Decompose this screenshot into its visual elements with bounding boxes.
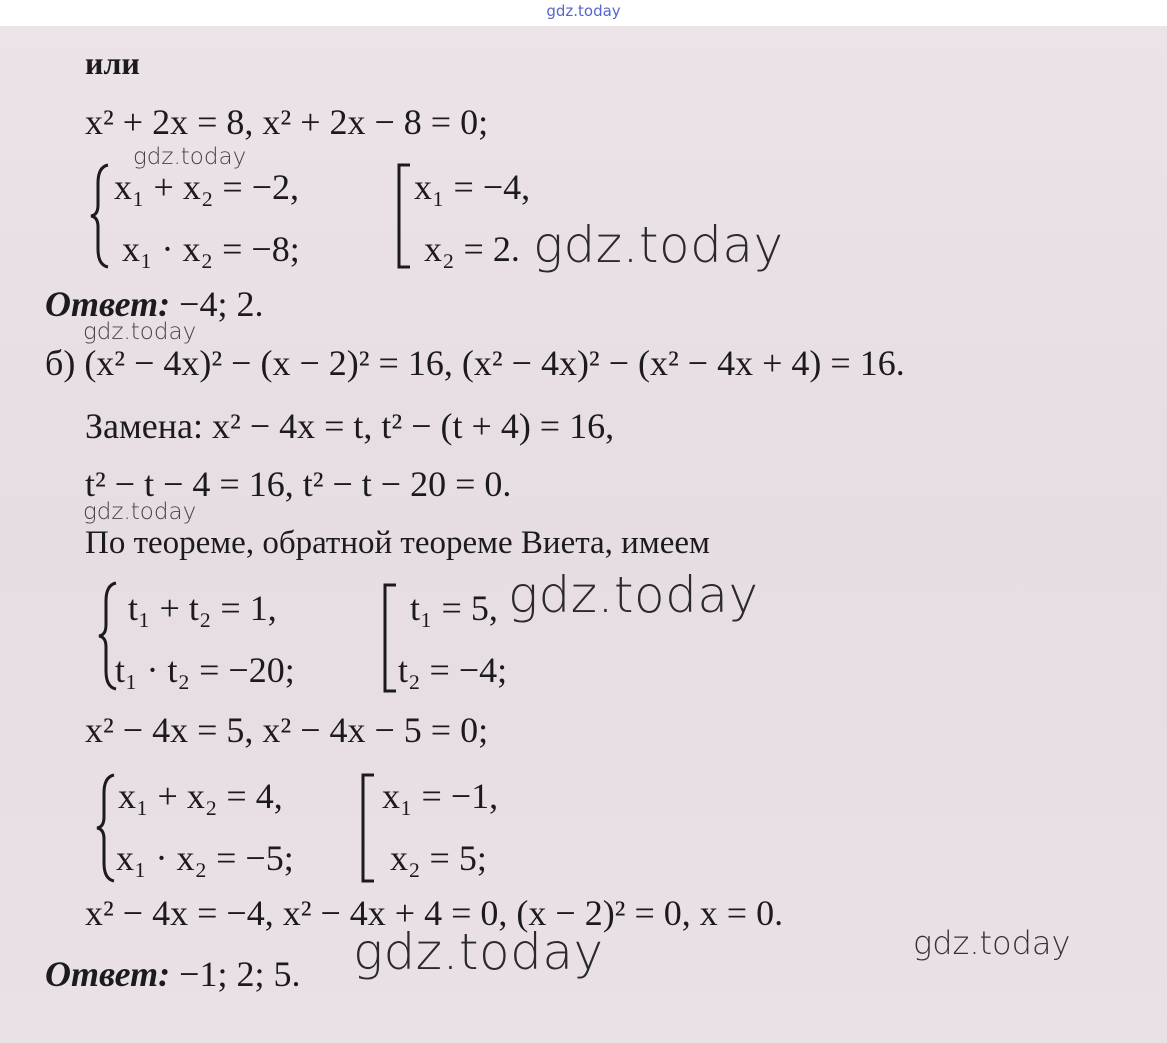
vieta-text-content: По теореме, обратной теореме Виета, имеем	[85, 525, 710, 561]
sys3-left-1-text: x₁ + x₂ = 4,	[118, 776, 283, 816]
equation-2-text: x² − 4x = 5, x² − 4x − 5 = 0;	[85, 710, 489, 750]
equation-1	[85, 102, 488, 142]
watermark: gdz.today	[133, 144, 247, 170]
sys1-right-1	[414, 167, 530, 207]
sys1-left-2	[122, 229, 300, 269]
top-watermark: gdz.today	[546, 2, 621, 20]
sys1-left-1	[114, 167, 299, 207]
word-or	[85, 43, 140, 83]
sys1-left-2-text: x₁ · x₂ = −8;	[122, 229, 300, 269]
solution-page	[0, 26, 1167, 1043]
sys2-right-1	[410, 588, 498, 628]
sys2-left-2-text: t₁ · t₂ = −20;	[115, 650, 295, 690]
substitution-label: Замена:	[85, 406, 204, 446]
substitution-text: x² − 4x = t, t² − (t + 4) = 16,	[212, 406, 615, 446]
answer-2-text: −1; 2; 5.	[179, 954, 301, 994]
watermark: gdz.today	[83, 499, 197, 525]
answer-2	[45, 954, 300, 994]
sys3-left-2	[116, 838, 294, 878]
substitution-line	[85, 406, 614, 446]
square-bracket-icon	[394, 163, 412, 269]
sys3-right-1-text: x₁ = −1,	[382, 776, 499, 816]
equation-t-text: t² − t − 4 = 16, t² − t − 20 = 0.	[85, 464, 512, 504]
part-b-equation-text: (x² − 4x)² − (x − 2)² = 16, (x² − 4x)² − (x² − 4x + 4) = 16.	[84, 343, 905, 383]
answer-1	[45, 284, 263, 324]
equation-t	[85, 464, 511, 504]
part-b-equation	[45, 343, 905, 383]
equation-2	[85, 710, 488, 750]
part-b-label: б)	[45, 343, 76, 383]
curly-brace-icon	[94, 773, 118, 883]
sys2-right-2	[398, 650, 507, 690]
answer-label: Ответ:	[45, 284, 171, 324]
watermark: gdz.today	[913, 924, 1071, 962]
answer-1-text: −4; 2.	[179, 284, 264, 324]
watermark: gdz.today	[533, 216, 784, 274]
sys3-right-2-text: x₂ = 5;	[390, 838, 487, 878]
sys2-left-1-text: t₁ + t₂ = 1,	[128, 588, 277, 628]
vieta-text	[85, 523, 710, 563]
equation-1-text: x² + 2x = 8, x² + 2x − 8 = 0;	[85, 102, 489, 142]
sys1-right-2-text: x₂ = 2.	[424, 229, 520, 269]
sys1-right-1-text: x₁ = −4,	[414, 167, 531, 207]
sys2-left-1	[128, 588, 277, 628]
watermark: gdz.today	[83, 319, 197, 345]
sys2-right-2-text: t₂ = −4;	[398, 650, 508, 690]
sys2-right-1-text: t₁ = 5,	[410, 588, 498, 628]
equation-3-text: x² − 4x = −4, x² − 4x + 4 = 0, (x − 2)² = 0, x = 0.	[85, 893, 784, 933]
square-bracket-icon	[358, 773, 376, 883]
answer-label-2: Ответ:	[45, 954, 171, 994]
word-or-text: или	[85, 45, 140, 81]
square-bracket-icon	[380, 583, 398, 693]
curly-brace-icon	[88, 163, 112, 269]
sys1-left-1-text: x₁ + x₂ = −2,	[114, 167, 300, 207]
sys1-right-2	[424, 229, 520, 269]
watermark: gdz.today	[508, 566, 759, 624]
sys3-left-2-text: x₁ · x₂ = −5;	[116, 838, 294, 878]
watermark: gdz.today	[353, 923, 604, 981]
sys3-right-2	[390, 838, 487, 878]
sys3-left-1	[118, 776, 283, 816]
sys2-left-2	[115, 650, 295, 690]
sys3-right-1	[382, 776, 498, 816]
